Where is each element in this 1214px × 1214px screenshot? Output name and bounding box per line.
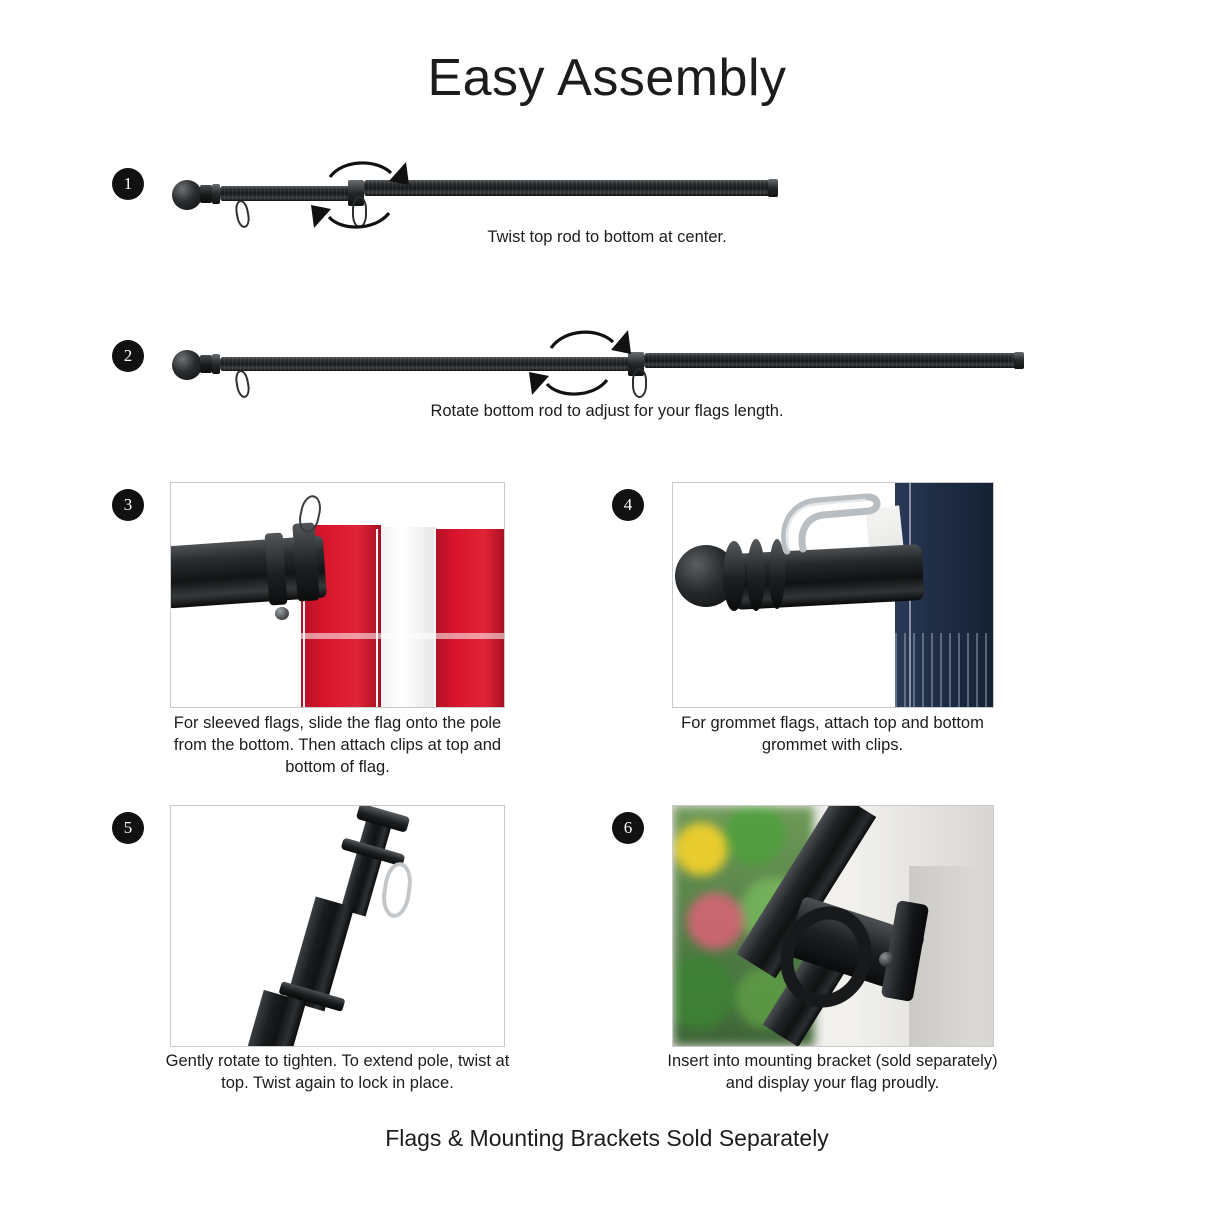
step-2-rod-illustration — [170, 330, 1030, 410]
flag-fringe — [895, 633, 993, 707]
finial-disc — [747, 539, 765, 611]
rod-upper-section — [364, 180, 772, 196]
rod-end-collar — [1014, 352, 1024, 369]
rod-collar-top — [212, 354, 220, 374]
rod-upper-section — [644, 353, 1018, 368]
step-badge-1: 1 — [112, 168, 144, 200]
step-badge-4: 4 — [612, 489, 644, 521]
flag-stitch-line — [434, 529, 436, 707]
step-5-caption: Gently rotate to tighten. To extend pole, twist at top. Twist again to lock in place. — [165, 1052, 510, 1092]
finial-neck — [200, 185, 212, 203]
flag-red-stripe — [435, 529, 504, 707]
step-4-photo — [672, 482, 994, 708]
step-4-caption: For grommet flags, attach top and bottom grommet with clips. — [681, 714, 984, 754]
flag-clip-icon — [234, 369, 252, 399]
step-badge-6: 6 — [612, 812, 644, 844]
step-badge-2: 2 — [112, 340, 144, 372]
step-6-photo — [672, 805, 994, 1047]
grommet-clip-icon — [777, 493, 883, 555]
finial-ball-icon — [172, 180, 202, 210]
step-badge-3: 3 — [112, 489, 144, 521]
flag-stitch-line — [376, 529, 378, 707]
step-3-caption: For sleeved flags, slide the flag onto the pole from the bottom. Then attach clips at top and bottom of flag. — [173, 714, 502, 776]
rotate-arrows-icon — [525, 318, 635, 408]
step-5-photo — [170, 805, 505, 1047]
rod-collar-top — [212, 184, 220, 204]
flag-clip-icon — [234, 199, 252, 229]
flag-white-stripe — [381, 527, 435, 707]
step-2-caption: Rotate bottom rod to adjust for your flags length. — [430, 402, 784, 420]
step-1-caption: Twist top rod to bottom at center. — [487, 228, 727, 246]
flag-sleeve-hem — [301, 633, 504, 639]
wall-shadow — [909, 866, 979, 1046]
finial-disc — [723, 541, 745, 611]
step-6-caption: Insert into mounting bracket (sold separately) and display your flag proudly. — [667, 1052, 998, 1092]
finial-neck — [200, 355, 212, 373]
page-title: Easy Assembly — [427, 49, 787, 107]
step-3-photo — [170, 482, 505, 708]
footer-note: Flags & Mounting Brackets Sold Separately — [385, 1125, 829, 1151]
pole-screw-icon — [275, 607, 289, 620]
finial-ball-icon — [172, 350, 202, 380]
step-badge-5: 5 — [112, 812, 144, 844]
bracket-bolt-icon — [879, 952, 894, 967]
rod-end-collar — [768, 179, 778, 197]
